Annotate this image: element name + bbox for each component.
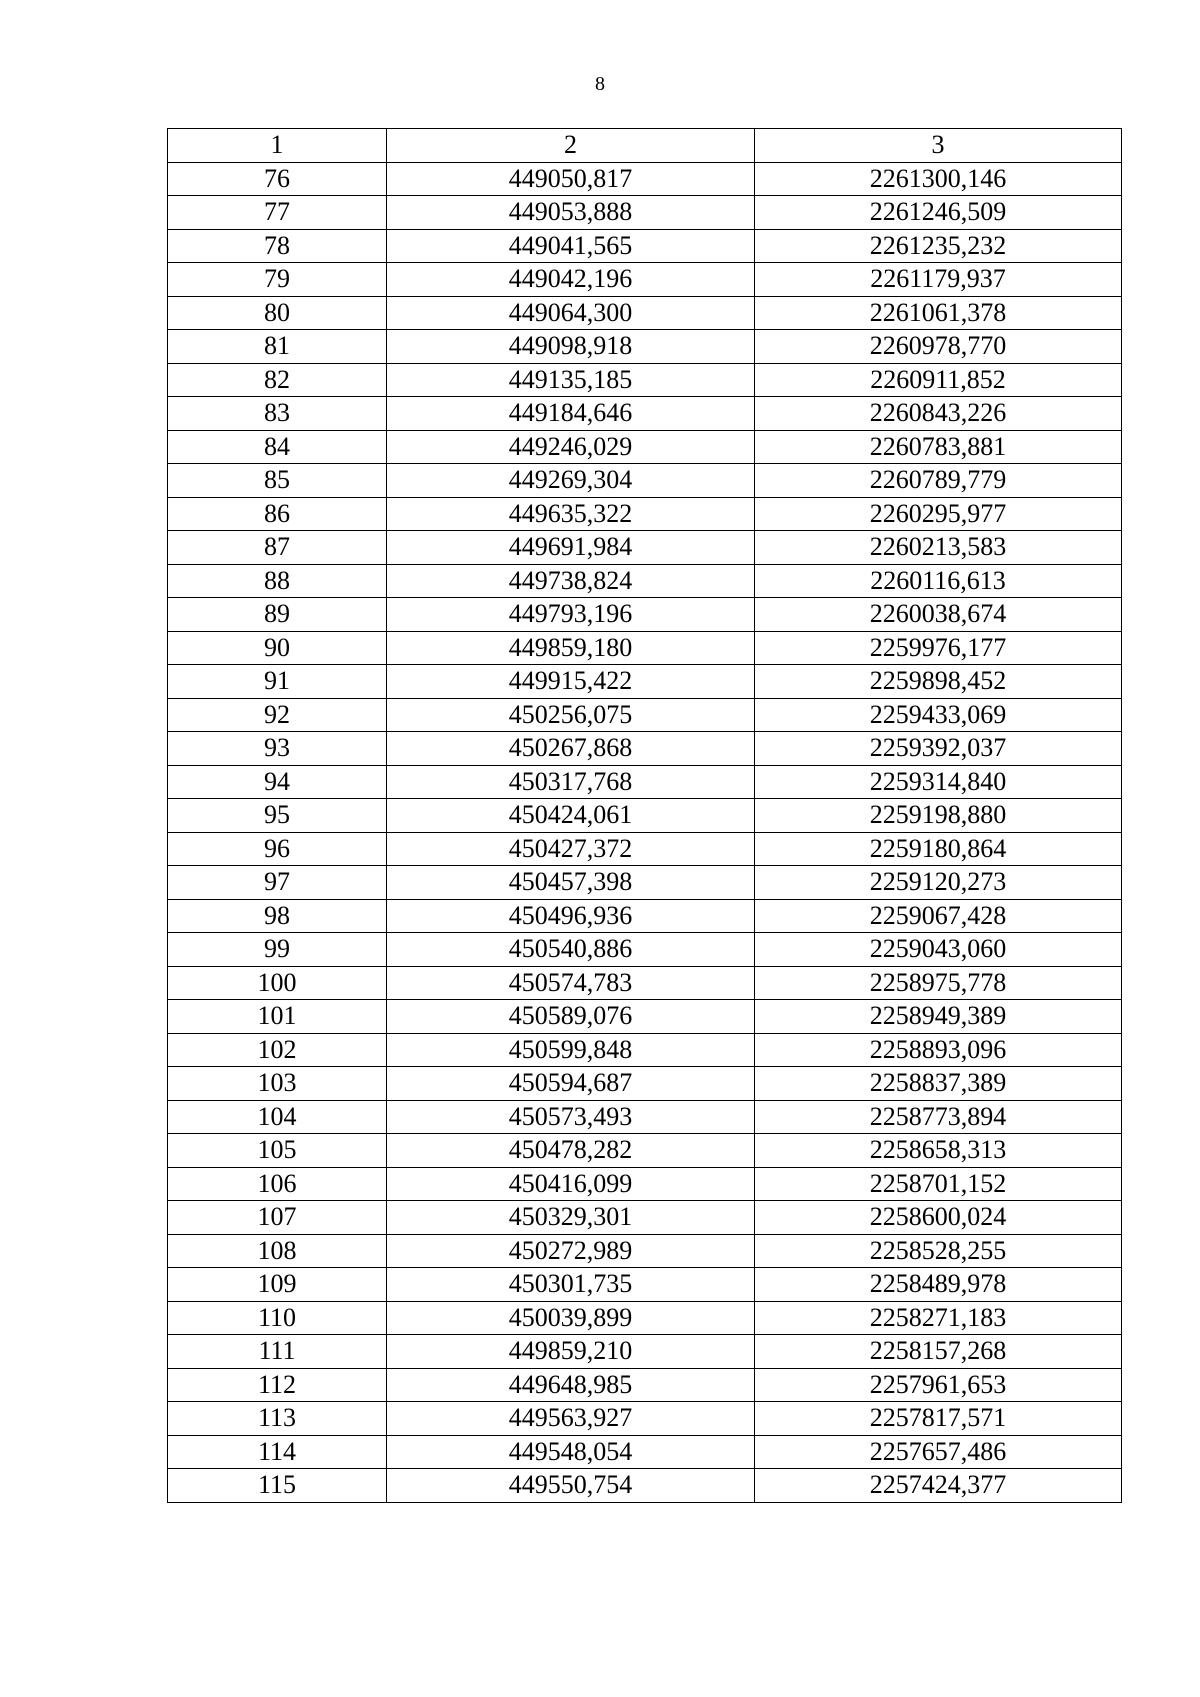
x-coordinate-cell: 449050,817 — [387, 162, 755, 196]
y-coordinate-cell: 2258893,096 — [755, 1033, 1122, 1067]
table-row — [168, 598, 1122, 632]
table-row — [168, 1201, 1122, 1235]
point-number-cell: 86 — [168, 497, 387, 531]
table-row — [168, 698, 1122, 732]
y-coordinate-cell: 2260911,852 — [755, 363, 1122, 397]
y-coordinate-cell: 2259120,273 — [755, 866, 1122, 900]
x-coordinate-cell: 449042,196 — [387, 263, 755, 297]
x-coordinate-cell: 450301,735 — [387, 1268, 755, 1302]
point-number-cell: 114 — [168, 1435, 387, 1469]
point-number-cell: 106 — [168, 1167, 387, 1201]
x-coordinate-cell: 449635,322 — [387, 497, 755, 531]
table-row — [168, 497, 1122, 531]
point-number-cell: 77 — [168, 196, 387, 230]
table-header-row — [168, 129, 1122, 163]
x-coordinate-cell: 450594,687 — [387, 1067, 755, 1101]
point-number-cell: 115 — [168, 1469, 387, 1503]
point-number-cell: 105 — [168, 1134, 387, 1168]
table-row — [168, 765, 1122, 799]
x-coordinate-cell: 449915,422 — [387, 665, 755, 699]
table-row — [168, 1435, 1122, 1469]
table-row — [168, 866, 1122, 900]
y-coordinate-cell: 2260978,770 — [755, 330, 1122, 364]
x-coordinate-cell: 449550,754 — [387, 1469, 755, 1503]
x-coordinate-cell: 449135,185 — [387, 363, 755, 397]
point-number-cell: 89 — [168, 598, 387, 632]
coordinates-table — [167, 128, 1122, 1503]
table-row — [168, 196, 1122, 230]
point-number-cell: 79 — [168, 263, 387, 297]
point-number-cell: 108 — [168, 1234, 387, 1268]
table-row — [168, 1067, 1122, 1101]
table-row — [168, 1234, 1122, 1268]
point-number-cell: 100 — [168, 966, 387, 1000]
point-number-cell: 111 — [168, 1335, 387, 1369]
y-coordinate-cell: 2259180,864 — [755, 832, 1122, 866]
point-number-cell: 94 — [168, 765, 387, 799]
y-coordinate-cell: 2260213,583 — [755, 531, 1122, 565]
x-coordinate-cell: 450540,886 — [387, 933, 755, 967]
x-coordinate-cell: 449098,918 — [387, 330, 755, 364]
x-coordinate-cell: 450424,061 — [387, 799, 755, 833]
table-row — [168, 1368, 1122, 1402]
point-number-cell: 76 — [168, 162, 387, 196]
table-row — [168, 832, 1122, 866]
y-coordinate-cell: 2259392,037 — [755, 732, 1122, 766]
x-coordinate-cell: 450256,075 — [387, 698, 755, 732]
header-cell-x-coordinate: 2 — [387, 129, 755, 163]
y-coordinate-cell: 2258949,389 — [755, 1000, 1122, 1034]
x-coordinate-cell: 449246,029 — [387, 430, 755, 464]
table-row — [168, 330, 1122, 364]
table-row — [168, 296, 1122, 330]
x-coordinate-cell: 449563,927 — [387, 1402, 755, 1436]
y-coordinate-cell: 2257657,486 — [755, 1435, 1122, 1469]
y-coordinate-cell: 2258489,978 — [755, 1268, 1122, 1302]
y-coordinate-cell: 2261179,937 — [755, 263, 1122, 297]
x-coordinate-cell: 450478,282 — [387, 1134, 755, 1168]
point-number-cell: 82 — [168, 363, 387, 397]
x-coordinate-cell: 449053,888 — [387, 196, 755, 230]
y-coordinate-cell: 2258975,778 — [755, 966, 1122, 1000]
y-coordinate-cell: 2260038,674 — [755, 598, 1122, 632]
y-coordinate-cell: 2259976,177 — [755, 631, 1122, 665]
header-cell-point-number: 1 — [168, 129, 387, 163]
point-number-cell: 110 — [168, 1301, 387, 1335]
x-coordinate-cell: 449269,304 — [387, 464, 755, 498]
table-row — [168, 430, 1122, 464]
table-row — [168, 631, 1122, 665]
table-row — [168, 1301, 1122, 1335]
y-coordinate-cell: 2258600,024 — [755, 1201, 1122, 1235]
point-number-cell: 90 — [168, 631, 387, 665]
point-number-cell: 88 — [168, 564, 387, 598]
y-coordinate-cell: 2260295,977 — [755, 497, 1122, 531]
point-number-cell: 112 — [168, 1368, 387, 1402]
point-number-cell: 99 — [168, 933, 387, 967]
x-coordinate-cell: 450427,372 — [387, 832, 755, 866]
table-row — [168, 1000, 1122, 1034]
x-coordinate-cell: 449041,565 — [387, 229, 755, 263]
y-coordinate-cell: 2259314,840 — [755, 765, 1122, 799]
x-coordinate-cell: 449859,180 — [387, 631, 755, 665]
x-coordinate-cell: 449648,985 — [387, 1368, 755, 1402]
y-coordinate-cell: 2260843,226 — [755, 397, 1122, 431]
table-row — [168, 229, 1122, 263]
y-coordinate-cell: 2260116,613 — [755, 564, 1122, 598]
table-row — [168, 1268, 1122, 1302]
point-number-cell: 87 — [168, 531, 387, 565]
table-row — [168, 1033, 1122, 1067]
x-coordinate-cell: 450329,301 — [387, 1201, 755, 1235]
y-coordinate-cell: 2260789,779 — [755, 464, 1122, 498]
y-coordinate-cell: 2258773,894 — [755, 1100, 1122, 1134]
point-number-cell: 103 — [168, 1067, 387, 1101]
table-row — [168, 564, 1122, 598]
x-coordinate-cell: 450496,936 — [387, 899, 755, 933]
point-number-cell: 92 — [168, 698, 387, 732]
x-coordinate-cell: 450589,076 — [387, 1000, 755, 1034]
y-coordinate-cell: 2258837,389 — [755, 1067, 1122, 1101]
x-coordinate-cell: 449691,984 — [387, 531, 755, 565]
page-number: 8 — [595, 73, 605, 95]
x-coordinate-cell: 450457,398 — [387, 866, 755, 900]
header-cell-y-coordinate: 3 — [755, 129, 1122, 163]
table-row — [168, 899, 1122, 933]
y-coordinate-cell: 2259043,060 — [755, 933, 1122, 967]
x-coordinate-cell: 450317,768 — [387, 765, 755, 799]
point-number-cell: 85 — [168, 464, 387, 498]
y-coordinate-cell: 2261300,146 — [755, 162, 1122, 196]
point-number-cell: 104 — [168, 1100, 387, 1134]
table-row — [168, 464, 1122, 498]
point-number-cell: 81 — [168, 330, 387, 364]
y-coordinate-cell: 2259433,069 — [755, 698, 1122, 732]
table-row — [168, 531, 1122, 565]
y-coordinate-cell: 2261235,232 — [755, 229, 1122, 263]
x-coordinate-cell: 450272,989 — [387, 1234, 755, 1268]
table-row — [168, 1167, 1122, 1201]
table-row — [168, 1134, 1122, 1168]
table-row — [168, 397, 1122, 431]
table-row — [168, 732, 1122, 766]
point-number-cell: 95 — [168, 799, 387, 833]
y-coordinate-cell: 2261061,378 — [755, 296, 1122, 330]
y-coordinate-cell: 2259198,880 — [755, 799, 1122, 833]
x-coordinate-cell: 450267,868 — [387, 732, 755, 766]
point-number-cell: 109 — [168, 1268, 387, 1302]
y-coordinate-cell: 2257817,571 — [755, 1402, 1122, 1436]
point-number-cell: 97 — [168, 866, 387, 900]
point-number-cell: 78 — [168, 229, 387, 263]
table-row — [168, 1100, 1122, 1134]
x-coordinate-cell: 449064,300 — [387, 296, 755, 330]
table-row — [168, 665, 1122, 699]
point-number-cell: 83 — [168, 397, 387, 431]
point-number-cell: 102 — [168, 1033, 387, 1067]
x-coordinate-cell: 449548,054 — [387, 1435, 755, 1469]
table-row — [168, 263, 1122, 297]
y-coordinate-cell: 2257961,653 — [755, 1368, 1122, 1402]
y-coordinate-cell: 2258658,313 — [755, 1134, 1122, 1168]
x-coordinate-cell: 449859,210 — [387, 1335, 755, 1369]
table-row — [168, 162, 1122, 196]
x-coordinate-cell: 449793,196 — [387, 598, 755, 632]
table-row — [168, 1469, 1122, 1503]
x-coordinate-cell: 450039,899 — [387, 1301, 755, 1335]
x-coordinate-cell: 449184,646 — [387, 397, 755, 431]
point-number-cell: 96 — [168, 832, 387, 866]
x-coordinate-cell: 450573,493 — [387, 1100, 755, 1134]
x-coordinate-cell: 449738,824 — [387, 564, 755, 598]
point-number-cell: 107 — [168, 1201, 387, 1235]
table-row — [168, 363, 1122, 397]
y-coordinate-cell: 2258528,255 — [755, 1234, 1122, 1268]
y-coordinate-cell: 2258157,268 — [755, 1335, 1122, 1369]
point-number-cell: 84 — [168, 430, 387, 464]
y-coordinate-cell: 2261246,509 — [755, 196, 1122, 230]
table-row — [168, 966, 1122, 1000]
point-number-cell: 91 — [168, 665, 387, 699]
coordinates-table-body — [168, 129, 1122, 1503]
x-coordinate-cell: 450574,783 — [387, 966, 755, 1000]
y-coordinate-cell: 2259067,428 — [755, 899, 1122, 933]
y-coordinate-cell: 2257424,377 — [755, 1469, 1122, 1503]
x-coordinate-cell: 450599,848 — [387, 1033, 755, 1067]
point-number-cell: 80 — [168, 296, 387, 330]
table-row — [168, 1402, 1122, 1436]
table-row — [168, 1335, 1122, 1369]
x-coordinate-cell: 450416,099 — [387, 1167, 755, 1201]
table-row — [168, 799, 1122, 833]
point-number-cell: 101 — [168, 1000, 387, 1034]
point-number-cell: 113 — [168, 1402, 387, 1436]
y-coordinate-cell: 2259898,452 — [755, 665, 1122, 699]
point-number-cell: 93 — [168, 732, 387, 766]
y-coordinate-cell: 2258271,183 — [755, 1301, 1122, 1335]
point-number-cell: 98 — [168, 899, 387, 933]
y-coordinate-cell: 2260783,881 — [755, 430, 1122, 464]
table-row — [168, 933, 1122, 967]
y-coordinate-cell: 2258701,152 — [755, 1167, 1122, 1201]
